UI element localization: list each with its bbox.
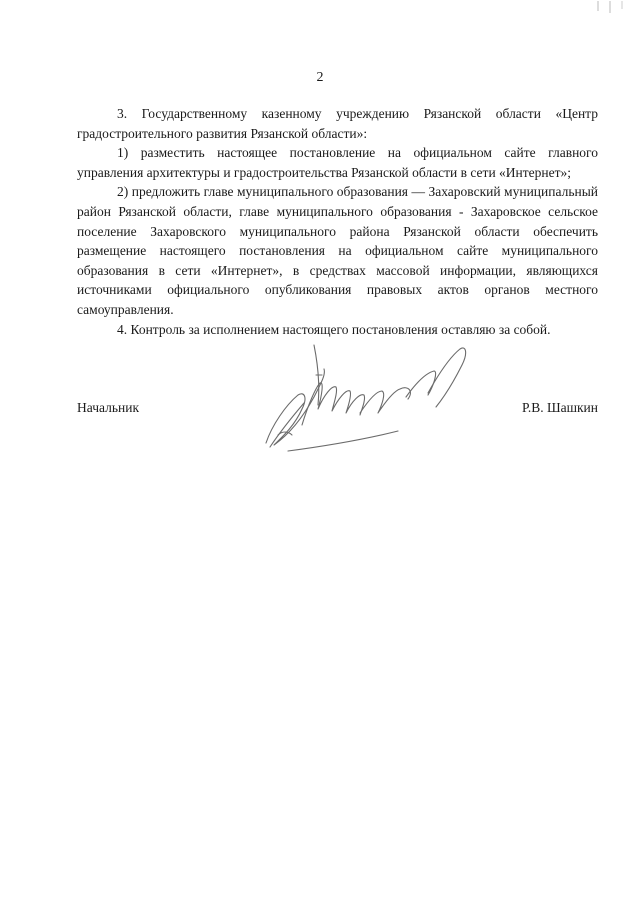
paragraph-subitem-2: 2) предложить главе муниципального образования — Захаровский муниципальный район Рязанской области, главе муниципального образования - Захаровское сельское поселение Захаровского муниципального района Рязанской области обеспечить размещение настоящего постановления на официальном сайте муниципального образования в сети «Интернет», в средствах массовой информации, являющихся источниками официального опубликования правовых актов органов местного самоуправления.	[77, 184, 598, 317]
paragraph-item-4: 4. Контроль за исполнением настоящего постановления оставляю за собой.	[117, 321, 551, 337]
paragraph-subitem-1: 1) разместить настоящее постановление на официальном сайте главного управления архитектуры и градостроительства Рязанской области в сети «Интернет»;	[77, 145, 598, 180]
scan-corner-mark	[590, 0, 630, 12]
page-number: 2	[316, 70, 324, 85]
paragraph-item-3: 3. Государственному казенному учреждению Рязанской области «Центр градостроительного развития Рязанской области»:	[77, 106, 598, 141]
signer-position: Начальник	[77, 400, 140, 415]
document-body	[77, 104, 598, 339]
signer-name: Р.В. Шашкин	[522, 400, 598, 415]
handwritten-signature-icon	[258, 335, 483, 460]
